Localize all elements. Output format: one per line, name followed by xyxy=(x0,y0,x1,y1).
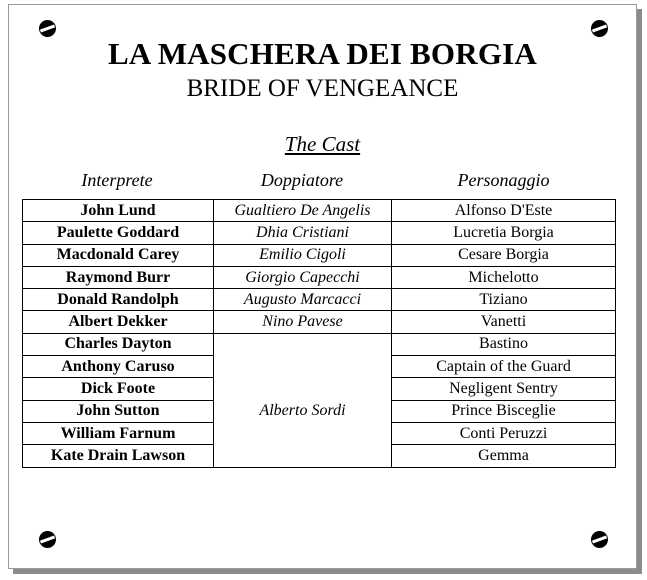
dubber-cell xyxy=(214,378,392,400)
column-header-interprete: Interprete xyxy=(81,170,153,190)
table-row xyxy=(23,222,616,244)
table-row xyxy=(23,422,616,444)
table-row xyxy=(23,311,616,333)
screw-icon xyxy=(591,20,608,37)
column-header-personaggio: Personaggio xyxy=(457,170,550,190)
character-cell: Gemma xyxy=(392,445,616,467)
dubber-cell xyxy=(214,333,392,355)
character-cell: Lucretia Borgia xyxy=(392,222,616,244)
table-row xyxy=(23,378,616,400)
actor-cell: Macdonald Carey xyxy=(23,244,214,266)
table-row xyxy=(23,289,616,311)
dubber-cell xyxy=(214,356,392,378)
actor-cell: Charles Dayton xyxy=(23,333,214,355)
cast-table xyxy=(22,199,616,468)
character-cell: Cesare Borgia xyxy=(392,244,616,266)
character-cell: Prince Bisceglie xyxy=(392,400,616,422)
column-header-doppiatore: Doppiatore xyxy=(260,170,344,190)
dubber-cell: Augusto Marcacci xyxy=(214,289,392,311)
page-title: LA MASCHERA DEI BORGIA xyxy=(107,36,537,71)
character-cell: Vanetti xyxy=(392,311,616,333)
dubber-cell: Nino Pavese xyxy=(214,311,392,333)
character-cell: Tiziano xyxy=(392,289,616,311)
actor-cell: William Farnum xyxy=(23,422,214,444)
dubber-cell: Gualtiero De Angelis xyxy=(214,200,392,222)
character-cell: Negligent Sentry xyxy=(392,378,616,400)
dubber-cell: Giorgio Capecchi xyxy=(214,266,392,288)
table-row xyxy=(23,400,616,422)
dubber-cell xyxy=(214,422,392,444)
table-row xyxy=(23,266,616,288)
dubber-cell: Alberto Sordi xyxy=(214,400,392,422)
character-cell: Alfonso D'Este xyxy=(392,200,616,222)
actor-cell: Albert Dekker xyxy=(23,311,214,333)
character-cell: Bastino xyxy=(392,333,616,355)
table-row xyxy=(23,356,616,378)
cast-plaque xyxy=(8,4,637,569)
screw-icon xyxy=(39,531,56,548)
dubber-cell: Dhia Cristiani xyxy=(214,222,392,244)
table-row xyxy=(23,445,616,467)
character-cell: Captain of the Guard xyxy=(392,356,616,378)
table-row xyxy=(23,333,616,355)
actor-cell: Dick Foote xyxy=(23,378,214,400)
actor-cell: Anthony Caruso xyxy=(23,356,214,378)
actor-cell: Paulette Goddard xyxy=(23,222,214,244)
actor-cell: John Lund xyxy=(23,200,214,222)
actor-cell: Donald Randolph xyxy=(23,289,214,311)
table-row xyxy=(23,200,616,222)
character-cell: Michelotto xyxy=(392,266,616,288)
screw-icon xyxy=(39,20,56,37)
actor-cell: Raymond Burr xyxy=(23,266,214,288)
dubber-cell: Emilio Cigoli xyxy=(214,244,392,266)
cast-heading: The Cast xyxy=(284,132,361,156)
page-subtitle: BRIDE OF VENGEANCE xyxy=(186,75,459,102)
table-row xyxy=(23,244,616,266)
actor-cell: John Sutton xyxy=(23,400,214,422)
actor-cell: Kate Drain Lawson xyxy=(23,445,214,467)
character-cell: Conti Peruzzi xyxy=(392,422,616,444)
screw-icon xyxy=(591,531,608,548)
dubber-cell xyxy=(214,445,392,467)
